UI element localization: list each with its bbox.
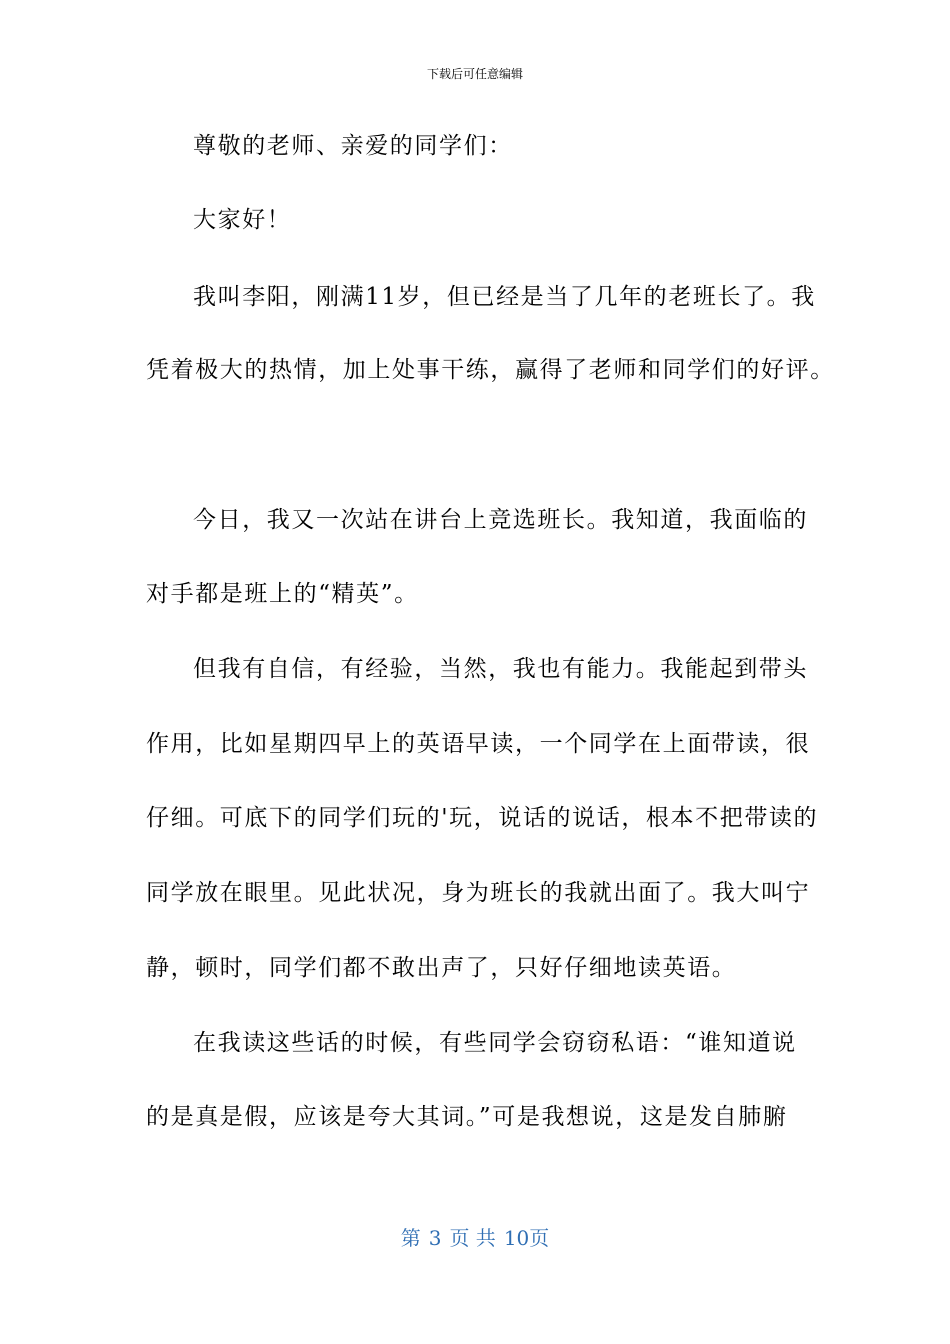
page-footer [0, 1225, 950, 1251]
paragraph-line: 仔细。可底下的同学们玩的'玩，说话的说话，根本不把带读的 [146, 805, 819, 831]
paragraph-line: 但我有自信，有经验，当然，我也有能力。我能起到带头 [193, 656, 808, 682]
paragraph-line: 的是真是假，应该是夸大其词。”可是我想说，这是发自肺腑 [146, 1104, 788, 1130]
paragraph-line: 我叫李阳，刚满11岁，但已经是当了几年的老班长了。我 [193, 284, 816, 310]
salutation-line: 尊敬的老师、亲爱的同学们： [193, 133, 513, 159]
footer-label-before: 第 [400, 1226, 421, 1250]
paragraph-line: 同学放在眼里。见此状况，身为班长的我就出面了。我大叫宁 [146, 880, 811, 906]
paragraph-line: 在我读这些话的时候，有些同学会窃窃私语：“谁知道说 [193, 1030, 797, 1056]
paragraph-line: 对手都是班上的“精英”。 [146, 581, 419, 607]
page-header: 下载后可任意编辑 [426, 67, 523, 81]
paragraph-line: 作用，比如星期四早上的英语早读，一个同学在上面带读，很 [146, 731, 811, 757]
greeting-line: 大家好！ [193, 207, 292, 233]
footer-label-middle: 页 共 [449, 1226, 496, 1250]
paragraph-line: 静，顿时，同学们都不敢出声了，只好仔细地读英语。 [146, 955, 737, 981]
paragraph-line: 凭着极大的热情，加上处事干练，赢得了老师和同学们的好评。 [146, 357, 835, 383]
total-pages: 10页 [503, 1226, 550, 1250]
current-page-number: 3 [428, 1226, 442, 1250]
paragraph-line: 今日，我又一次站在讲台上竞选班长。我知道，我面临的 [193, 507, 808, 533]
